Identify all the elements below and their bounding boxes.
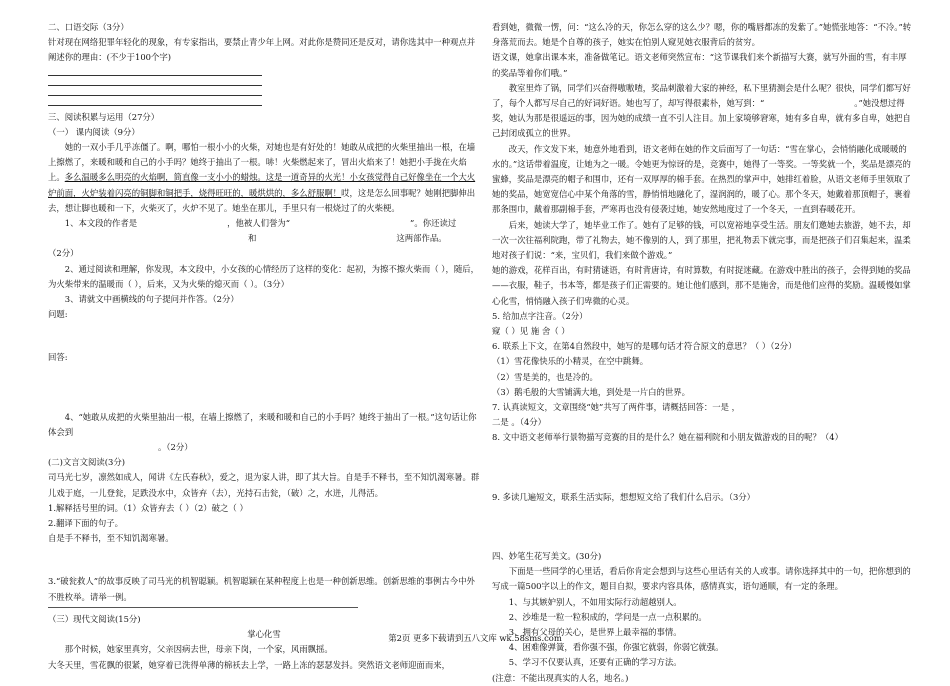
story-para-1: 那个时候，她家里真穷，父亲因病去世，母亲下岗，一个家，风雨飘摇。 [64, 644, 333, 655]
story-title: 掌心化雪 [247, 629, 281, 640]
story-cont-2: 语文课，她拿出课本来，准备做笔记。语文老师突然宣布：“这节课我们来个新描写大赛，就写外面的雪，有丰厚的奖品等着你们哦。” [492, 52, 907, 78]
modern-reading-title: （三）现代文阅读(15分) [48, 613, 141, 624]
story-cont-5: 后来，她读大学了，她毕业工作了。她有了足够的钱，可以宽裕地享受生活。朋友们邀她去旅游，她不去，却一次一次往福利院跑，带了礼物去，她不像别的人，到了那里，把礼物丢下就完事，而是把孩子们召集起来，温柔地对孩子们说：“来，宝贝们，我们来做个游戏。” [492, 219, 911, 261]
classical-q2: 2.翻译下面的句子。 [48, 518, 123, 529]
question-1-cont: 和 这两部作品。 [248, 233, 447, 244]
question-6: 6. 联系上下文，在第4自然段中，她写的是哪句话才符合原文的意思？（ ）（2分） [492, 341, 797, 352]
classical-q3: 3.“破瓮救人”的故事反映了司马光的机智聪颖。机智聪颖在某种程度上也是一种创新思维。创新思维的事例古今中外不胜枚举。请举一例。 [48, 576, 475, 602]
reading-passage: 她的一双小手几乎冻僵了。啊，哪怕一根小小的火柴，对她也是有好处的！她敢从成把的火柴里抽出一根，在墙上擦燃了，来暖和暖和自己的小手吗？她终于抽出了一根。哧！火柴燃起来了，冒出火焰来了！她把小手拢在火焰上。多么温暖多么明亮的火焰啊，简直像一支小小的蜡烛。这是一道奇异的火光！小女孩觉得自己好像坐在一个大火炉前面，火炉装着闪亮的铜脚和铜把手，烧得旺旺的，暖烘烘的，多么舒服啊！哎，这是怎么回事呢？她刚把脚伸出去，想让脚也暖和一下，火柴灭了，火炉不见了。她坐在那儿，手里只有一根烧过了的火柴梗。 [48, 142, 476, 213]
answer-line[interactable] [48, 97, 262, 106]
page-footer: 第2页 更多下载请到五八文库 wk.58sms.com [388, 633, 562, 643]
question-6-opt-2: （2）雪是美的，也是冷的。 [492, 371, 598, 382]
story-cont-4: 改天，作文发下来，她意外地看到，语文老师在她的作文后面写了一句话：“雪在掌心，会悄悄融化成暖暖的水的。”这话带着温度，让她为之一暖。令她更为惊讶的是，竞赛中，她得了一等奖。一等奖就一个，奖品是漂亮的蜜蜂，奖品是漂亮的帽子和围巾，还有一双厚厚的棉手套。在热烈的掌声中，她排红着脸，从语文老师手里领取了她的奖品，她宽宽信心中某个角落的雪，静悄悄地融化了，湿润润的，暖了心。那个冬天，她戴着那顶帽子，裹着那条围巾，戴着那副棉手套，严寒再也没有侵袭过她，她安然地度过了一个冬天，一直到春暖花开。 [492, 143, 911, 215]
question-7: 7. 认真读短文，文章围绕“她”共写了两件事，请概括回答：一是 ， [492, 402, 741, 413]
story-cont-6: 她的游戏，花样百出，有时猜谜语，有时背唐诗，有时算数，有时捉迷藏。在游戏中胜出的孩子，会得到她的奖品——衣服，鞋子，书本等，都是孩子们正需要的。她让他们感到，那不是施舍，而是他们应得的奖励。温暖慢如掌心化雪，悄悄融入孩子们卑微的心灵。 [492, 265, 911, 306]
question-7-cont: 二是 。（4分） [492, 417, 547, 428]
classical-reading-title: (二)文言文阅读(3分) [48, 457, 126, 468]
story-cont-1: 看到她，微微一愣，问：“这么冷的天，你怎么穿的这么少？嗯，你的嘴唇都冻的发紫了。”她慌张地答：“不冷。”转身落荒而去。她是个自尊的孩子，她实在怕别人窥见她衣服背后的贫穷。 [492, 22, 912, 48]
question-6-opt-3: （3）鹅毛般的大雪铺满大地，到处是一片白的世界。 [492, 386, 690, 397]
essay-option-3: 3、拥有父母的关心，是世界上最幸福的事情。 [508, 626, 682, 637]
question-4-score: 。（2分） [158, 442, 193, 453]
essay-option-1: 1、与其嫉妒别人，不如用实际行动超越别人。 [508, 596, 682, 607]
question-1: 1、本文段的作者是 ，他被人们誉为“ ”。你还读过 [64, 218, 457, 229]
classical-passage: 司马光七岁，凛然如成人，闻讲《左氏春秋》，爱之，退为家人讲，即了其大旨。自是手不释书，至不知饥渴寒暑。群儿戏于庭，一儿登瓮，足跌没水中，众皆弃（去），光持石击瓮，（破）之，水迸，儿得活。 [48, 472, 480, 498]
answer-line[interactable] [48, 67, 262, 76]
section-4-title: 四、妙笔生花写美文。(30分) [492, 550, 602, 561]
essay-option-5: 5、学习不仅要认真，还要有正确的学习方法。 [508, 657, 682, 668]
answer-line[interactable] [48, 87, 262, 96]
question-5: 5. 给加点字注音。（2分） [492, 310, 588, 321]
question-9: 9. 多读几遍短文，联系生活实际，想想短文给了我们什么启示。（3分） [492, 491, 756, 502]
left-column [48, 20, 480, 673]
question-1-score: （2分） [48, 248, 79, 259]
question-6-opt-1: （1）雪花像快乐的小精灵，在空中跳舞。 [492, 356, 649, 367]
story-cont-3: 教室里炸了锅，同学们兴奋得嗷嗷喳，奖品刺激着大家的神经，私下里猜测会是什么呢？很快，同学们都写好了，每个人都写尽自己的好词好语。她也写了，却写得很素朴，她写到：“ 。”她没想过得奖，她认为那是很遥远的事，因为她的成绩一直不引人注目。加上家境够窘寒，她有多自卑，就有多自卑，她把自己封闭成孤立的世界。 [492, 82, 911, 139]
right-column [492, 20, 912, 686]
oral-question: 针对现在网络犯罪年轻化的现象，有专家指出，要禁止青少年上网。对此你是赞同还是反对，请你选其中一种观点并阐述你的理由：(不少于100个字) [48, 37, 476, 63]
section-3-title: 三、阅读积累与运用（27分） [48, 111, 160, 122]
answer-line[interactable] [48, 77, 262, 86]
in-class-reading-title: （一） 课内阅读（9分） [48, 126, 140, 137]
essay-prompt: 下面是一些同学的心里话，看后你肯定会想到与这些心里话有关的人或事。请你选择其中的一句，把你想到的写成一篇500字以上的作文，题目自拟，要求内容具体，感情真实，语句通顺，有一定的条理。 [492, 566, 911, 592]
answer-label: 回答: [48, 352, 68, 363]
question-3: 3、请就文中画横线的句子提问并作答。（2分） [64, 294, 239, 305]
question-4: 4、“她敢从成把的火柴里抽出一根，在墙上擦燃了，来暖和暖和自己的小手吗？她终于抽出了一根。”这句话让你体会到 [48, 411, 477, 437]
story-para-2: 大冬天里，雪花飘的很紧，她穿着已洗得单薄的棉袄去上学，一路上冻的瑟瑟发抖。突然语文老师迎面而来， [48, 659, 450, 670]
underlined-sentence: 多么温暖多么明亮的火焰啊，简直像一支小小的蜡烛。这是一道奇异的火光！小女孩觉得自己好像坐在一个大火炉前面，火炉装着闪亮的铜脚和铜把手，烧得旺旺的，暖烘烘的，多么舒服啊！ [48, 172, 476, 198]
question-5-items: 窥（ ）见 施 舍（ ） [492, 326, 570, 337]
section-2-title: 二、口语交际（3分） [48, 22, 129, 32]
divider [48, 607, 358, 608]
essay-option-4: 4、困难像弹簧，看你强不强，你强它就弱，你弱它就强。 [508, 642, 724, 653]
classical-sentence: 自是手不释书，至不知饥渴寒暑。 [48, 533, 174, 544]
essay-option-2: 2、沙堆是一粒一粒积成的，学问是一点一点积累的。 [508, 611, 707, 622]
essay-note: (注意：不能出现真实的人名，地名。) [492, 672, 629, 683]
classical-q1: 1.解释括号里的词。（1）众皆弃去（ ）（2）破之（ ） [48, 502, 248, 513]
question-label: 问题: [48, 309, 68, 320]
question-2: 2、通过阅读和理解，你发现，本文段中，小女孩的心情经历了这样的变化：起初，为擦不擦火柴而（ ），随后，为火柴带来的温暖而（ ），后来，又为火柴的熄灭而（ ）。（3分） [48, 263, 479, 289]
question-8: 8. 文中语文老师举行景物描写竞赛的目的是什么？她在福利院和小朋友做游戏的目的呢？（4） [492, 432, 843, 443]
